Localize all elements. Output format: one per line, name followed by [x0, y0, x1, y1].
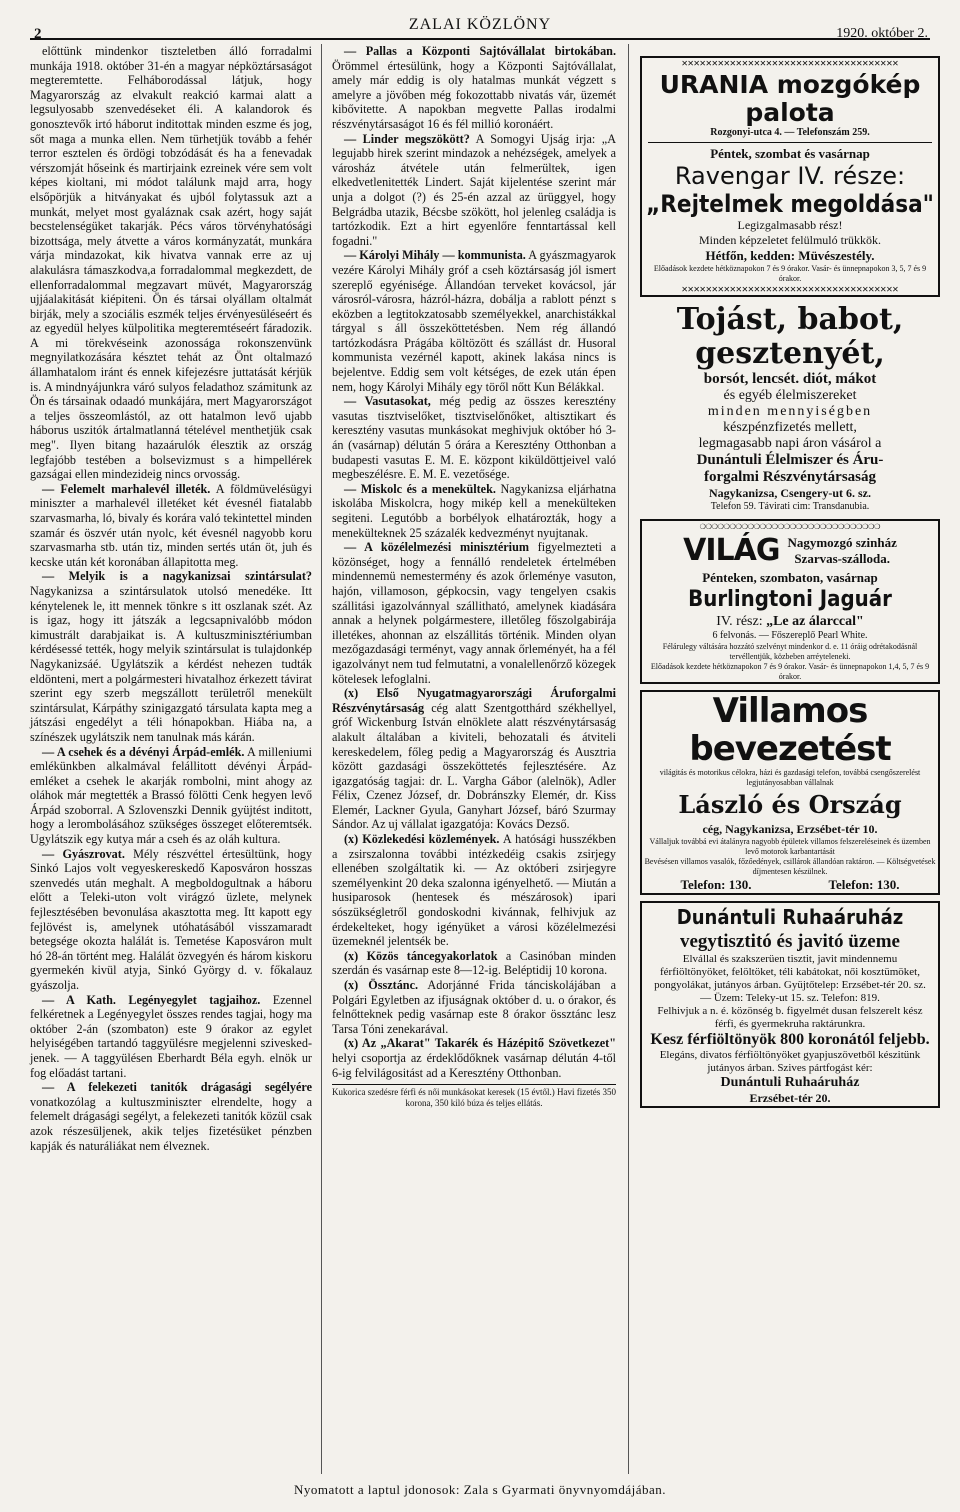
article-text: cég alatt Szentgotthárd székhellyel, gróf Wickenburg István elnöklete alatt részvénytársaság alakult általában a kiviteli, behozatali és átviteli kereskedelem, főleg pedig a Magyarország és Ausztria között gazdasági összeköttetés fejlesztésére. Az igazgatóság tagjai: dr. L. Vargha Gábor (alelnök), Adler Félix, Czenez József, dr. Dobránszky Elemér, dr. Kiss Elemér, Lackner Gyula, Ganyhart József, báró Szurmay Sándor. Az uj vállalat igazgatója: Kovács Dezső. — [332, 700, 616, 832]
urania-title: URANIA mozgókép palota — [659, 70, 921, 127]
article-heading: — Pallas a Központi Sajtóvállalat birtokában. — [344, 44, 616, 58]
page-footer: Nyomatott a laptul jdonosok: Zala s Gyarmati önyvnyomdájában. — [293, 1482, 667, 1497]
article-text: Nagykanizsa a szintársulatok utolsó menedéke. Itt kénytelenek le, itt mennek tönkre s itt oszlanak szét. Az is igaz, hogy itt játszák a legcsapnivalóbb módon kimustrált darabjaikat is. A kultuszminisztériumban kérdésessé tették, hogy melyik szintársulat is tulajdonkép Nagykanizsáé. Ugylátszik a kérdést nehezen tudták eldönteni, mert a polgármesteri hivatalhoz érkezett távirat szerint egy szerb megszállott területről menekült szintársulat, Kárpáthy szinigazgató társulata kapta meg a játszási engedélyt a téli hónapokban. Hiába na, a színészek ugylátszik nem tanulnak más kárán. — [30, 583, 312, 744]
tojast-line3: borsót, lencsét. diót, mákot — [703, 371, 877, 387]
urania-ad — [640, 56, 940, 297]
article-text: figyelmezteti a közönséget, hogy a fennálló rendeletek értelmében mindennemü nemestermény és azok őrleménye vasuton, hajón, villamoson, gépkocsin, vagy tengelyen csakis szállitási igazolvánnyal szállitható, amelynek kiadására annak a helynek polgármestere, illetőleg főszolgabirája illetékes, ahonnan az elszállitás történik. Minden olyan mezőgazdasági terményt, vagy annak őrleményét, ha a fél igazolványt nem tud felmutatni, a vonalellenőrző közegek kötelesek lefoglalni. — [332, 540, 616, 686]
article-text: Ezennel felkéretnek a Legényegylet összes rendes tagjai, hogy ma október 2-án (szombaton) este 9 órakor az egylet helyiségében tartandó taggyülésre megjelenni sziveskedjenek. — A taggyülésen Eberhardt Béla egyh. elnök ur fog előadást tartani. — [30, 992, 313, 1080]
tojast-line2: gesztenyét, — [695, 336, 885, 371]
article-paragraph — [30, 993, 312, 1081]
ruha-sign: Dunántuli Ruhaáruház — [720, 1075, 860, 1090]
tojast-line1: Tojást, babot, — [676, 302, 904, 337]
villamos-note: Vállaljuk továbbá evi átalányra nagyobb épületek villamos felszereléseinek és üzemben levő motorok karbantartását — [649, 837, 931, 856]
article-paragraph — [30, 745, 312, 847]
vilag-film: Burlingtoni — [688, 587, 813, 612]
tojast-line6: készpénzfizetés mellett, — [723, 420, 857, 435]
column-divider — [628, 44, 629, 1474]
urania-desc: Legizgalmasabb rész! — [737, 218, 843, 232]
column-2 — [332, 44, 616, 1109]
urania-address: Rozgonyi-utca 4. — Telefonszám 259. — [710, 127, 870, 138]
article-paragraph — [332, 949, 616, 978]
article-heading: (x) Első Nyugatmagyarországi Áruforgalmi Részvénytársaság — [332, 686, 616, 715]
villamos-ad — [640, 690, 940, 895]
vilag-logo: VILÁG — [683, 533, 780, 568]
article-text: vonatkozólag a kultuszminiszter elrendelte, hogy a felemelt drágasági segélyt, a felekezeti tanitók közül csak azok részesüljenek, akik teljes fizetésüket pénzben kapják és naturáliákat nem élveznek. — [30, 1094, 312, 1153]
article-paragraph — [332, 248, 616, 394]
urania-times: Előadások kezdete hétköznapokon 7 és 9 órakor. Vasár- és ünnepnapokon 3, 5, 7 és 9 órakor. — [653, 264, 927, 283]
article-heading: — A Kath. Legényegylet tagjaihoz. — [42, 992, 261, 1007]
ruha-title: Dunántuli Ruhaáruház — [676, 905, 904, 929]
urania-film-title: „Rejtelmek megoldása" — [646, 190, 934, 218]
villamos-company: László és Ország — [678, 790, 902, 819]
tojast-company2: forgalmi Részvénytársaság — [703, 469, 877, 485]
vilag-title: „Le az álarccal" — [766, 614, 864, 629]
villamos-phone: Telefon: 130. — [680, 877, 752, 892]
tojast-line4: és egyéb élelmiszereket — [723, 388, 857, 403]
urania-days2: Hétfőn, kedden: Müvészestély. — [705, 248, 875, 263]
villamos-title: Villamos bevezetést — [689, 691, 891, 769]
article-heading: (x) Közlekedési közlemények. — [344, 832, 500, 847]
article-paragraph — [332, 44, 616, 132]
tojast-phone: Telefon 59. Távirati cim: Transdanubia. — [710, 501, 870, 512]
article-heading: — A közélelmezési minisztérium — [344, 540, 529, 555]
article-paragraph — [332, 394, 616, 482]
ruha-ready: Kesz férfiöltönyök 800 koronától feljebb. — [650, 1031, 930, 1048]
article-text: helyi csoportja az érdeklődőknek vasárnap délután 4-től 6-ig felvilágositást ad a Keresztény Otthonban. — [332, 1050, 616, 1080]
article-heading: — Vasutasokat, — [344, 394, 431, 409]
article-text: Mély részvéttel értesültünk, hogy Sinkó Lajos volt vegyeskereskedő Kaposváron hosszas szenvedés után meghalt. A megboldogultnak a háboru előtt a Teleki-uton volt virágzó üzlete, melynek fejlesztésében bevonulása akasztotta meg. Itt kapott egy fejlövést is, amelynek utóhatásából visszamaradt betegsége okozta halálát is. Temetése Kaposváron mult hó 28-án történt meg. Halálát özvegyén és három kiskoru gyermekén kivül atyja, Sinkó György d. v. főkalauz gyászolja. — [30, 846, 312, 992]
article-heading: — Melyik is a nagykanizsai szintársulat? — [42, 569, 312, 584]
article-text: A gyászmagyarok vezére Károlyi Mihály gróf a cseh köztársaság jól ismert szereplő egyénisége. Állandóan terveket kovácsol, jár városról-városra, házról-házra, dobálja a rablott pénzt s eközben a legtitokzatosabb személyekkel, anarchistákkal tárgyal s áll összeköttetésben. Nem rég állandó tartózkodásra Prágába költözött és szállást dr. Husoral kommunista vezérnél kapott, akinek lakása nincs is bejelentve. Eddig sem volt kétséges, de ezek után épen nem, hogy Károlyi Mihály egy töről nőtt Kun Bélákkal. — [332, 248, 616, 394]
article-heading: (x) Az „Akarat" Takarék és Házépitő Szövetkezet" — [344, 1036, 616, 1051]
article-text: A hatósági husszékben a zsirszalonna további intézkedéig csakis zsirjegy ellenében szolgáltatik ki. — Az októberi zsirjegyre személyenkint 20 deka szalonna igényelhető. — Miután a husiparosok (hentesek és mészárosok) ipari sószükségletről gondoskodni kivánnak, felhivjuk az érdekelteket, hogy igényüket a városi közélelmezési üzemeknél jelentsék be. — [332, 832, 616, 949]
footnote-ad: Kukorica szedésre férfi és női munkásokat keresek (15 évtől.) Havi fizetés 350 korona, 350 kiló búza és teljes ellátás. — [332, 1084, 616, 1109]
article-text: Nagykanizsa eljárhatna iskolába Miskolcra, hogy mikép kell a menekülteken segiteni. Legutóbb a borbélyok elhatározták, hogy a menekülteknek 25 százalék kedvezményt nyujtanak. — [332, 481, 616, 540]
article-text: még pedig az összes keresztény vasutas tisztviselőket, tisztviselőnőket, altisztikart és keresztény vasutas munkásokat meghivjuk október hó 3-án (vasárnap) délután 5 órára a Keresztény Otthonban a budapesti vasutas E. M. E. központ kiküldöttjeivel való megbeszélésre. E. M. E. vezetősége. — [332, 394, 616, 482]
article-paragraph — [332, 686, 616, 832]
article-heading: (x) Közös táncegyakorlatok — [344, 948, 498, 963]
tojast-address: Nagykanizsa, Csengery-ut 6. sz. — [709, 486, 871, 500]
tojast-line5: minden mennyiségben — [707, 404, 873, 419]
ruha-tail: Elegáns, divatos férfiöltönyöket gyapjuszövetből készitünk jutányos árban. Szives pártfogást kér: — [659, 1049, 921, 1074]
tojast-line7: legmagasabb napi áron vásárol a — [698, 436, 882, 451]
article-paragraph — [30, 847, 312, 993]
article-text: Adorjánné Frida tánciskolájában a Polgári Egyletben az ifjuságnak október d. u. o órakor, és felnőtteknek pedig vasárnap este 8 órakor össztánc lesz Tarsa Tóni zenekarával. — [332, 978, 616, 1036]
masthead: ZALAI KÖZLÖNY — [408, 16, 552, 33]
article-paragraph — [30, 482, 312, 570]
tojast-ad — [640, 303, 940, 513]
article-heading: — Felemelt marhalevél illeték. — [42, 481, 211, 496]
villamos-note2: Bevésésen villamos vasalók, főzőedények, csillárok állandóan raktáron. — Költségvetések díjmentesen készülnek. — [644, 857, 936, 876]
article-paragraph — [332, 540, 616, 686]
villamos-phone2: Telefon: 130. — [828, 877, 900, 892]
article-heading: — Gyászrovat. — [42, 846, 125, 861]
urania-desc2: Minden képzeletet felülmuló trükkök. — [699, 233, 881, 247]
article-paragraph — [332, 482, 616, 540]
decorative-border: ✕✕✕✕✕✕✕✕✕✕✕✕✕✕✕✕✕✕✕✕✕✕✕✕✕✕✕✕✕✕✕✕✕✕✕✕ — [681, 284, 899, 295]
article-paragraph — [332, 132, 616, 249]
urania-days: Péntek, szombat és vasárnap — [710, 146, 870, 161]
page-number: 2 — [34, 26, 42, 42]
ruha-sub: vegytisztitó és javitó üzeme — [679, 931, 900, 952]
vilag-part: IV. rész: — [716, 614, 763, 629]
issue-date: 1920. október 2. — [836, 26, 928, 41]
tojast-company: Dunántuli Élelmiszer és Áru- — [696, 452, 884, 468]
page-header — [30, 12, 930, 40]
advertisement-column — [640, 56, 940, 1114]
article-text: A milleniumi emlékünkben alkalmával felállitott dévényi Árpád-emléket a csehek le akarják rombolni, mint ahogy az oláhok már megtették a Brassó fölötti Cenk hegyen levő Árpád szoborral. A Szlovenszki Dennik gyüjtést inditott, hogy a lerombolásához szükséges összeget előteremtsék. Ugylátszik egy kutya már a cseh és az oláh kultura. — [30, 744, 312, 847]
ruha-body: Elvállal és szakszerüen tisztit, javit mindennemu férfiöltönyöket, felöltöket, téli kabátokat, női kosztümöket, pongyolákat, jutányos árban. Gyüjtőtelep: Erzsébet-tér 20. sz. — Üzem: Teleky-ut 15. sz. Telefon: 819. — [654, 953, 926, 1004]
vilag-days: Pénteken, szombaton, vasárnap — [702, 570, 878, 585]
article-paragraph — [30, 569, 312, 744]
decorative-border: ✕✕✕✕✕✕✕✕✕✕✕✕✕✕✕✕✕✕✕✕✕✕✕✕✕✕✕✕✕✕✕✕✕✕✕✕ — [681, 58, 899, 69]
urania-film: Ravengar IV. része: — [674, 162, 906, 190]
villamos-address: cég, Nagykanizsa, Erzsébet-tér 10. — [702, 822, 878, 836]
ruha-sign2: Erzsébet-tér 20. — [749, 1091, 831, 1105]
article-heading: — Károlyi Mihály — kommunista. — [344, 248, 526, 263]
vilag-note: Félárulegy váltására hozzátó szelvényt mindenkor d. e. 11 óráig odrétakodásnál tervéllentjük, közbeben arréyteleneki. — [662, 642, 918, 661]
column-1 — [30, 44, 312, 1153]
vilag-ad — [640, 519, 940, 684]
ruha-call: Felhivjuk a n. é. közönség b. figyelmét dusan felszerelt kész férfi, és gyermekruha raktárunkra. — [657, 1005, 923, 1030]
vilag-name2: Szarvas-szálloda. — [794, 551, 891, 566]
article-paragraph — [332, 1036, 616, 1080]
article-paragraph — [332, 832, 616, 949]
article-heading: (x) Össztánc. — [344, 978, 419, 992]
article-paragraph — [30, 44, 312, 482]
column-divider — [321, 44, 322, 1474]
decorative-border: ❍❍❍❍❍❍❍❍❍❍❍❍❍❍❍❍❍❍❍❍❍❍❍❍❍❍❍❍❍❍ — [699, 521, 881, 532]
article-heading: — A felekezeti tanitók drágasági segélyére — [42, 1080, 312, 1095]
article-heading: — A csehek és a dévényi Árpád-emlék. — [42, 744, 245, 759]
article-heading: — Linder megszökött? — [344, 131, 470, 146]
article-text: Örömmel értesülünk, hogy a Központi Sajtóvállalat, amely már eddig is oly hatalmas munkát végzett s amelyre a jövőben még fokozottabb nivatás vár, üzemét kibővitette. A napokban megvette Pallas irodalmi részvénytársaságot 16 és fél millió koronáért. — [332, 58, 616, 131]
article-paragraph — [30, 1080, 312, 1153]
article-text: előttünk mindenkor tiszteletben álló forradalmi munkája 1918. október 31-én a magyar népköztársaságot megteremtette. Felháborodással látjuk, hogy Magyarország az elvakult reakció karmai alatt a legsulyosabb szenvedéseket éli. A kalandorok és gonosztevők irtó háborut inditottak minden eszme és jog, sőt maga a munka ellen. Nem türhetjük tovább a fehér terror esztelen és ördögi tobzódását és ha a fenevadak vérszomját hőseink és martirjaink ezreinek vére sem volt képes kioltani, mi módot találunk majd arra, hogy elsőpörjük a hitványakat és ujból folytassuk azt a munkát, melyet most gyaláznak csak azért, hogy saját becstelenségüket takarják. Pécs város törvényhatósági bizottsága, mely átvette a város kormányzatát, munkára várja mindazokat, kik hivatva vannak erre az uj alakulásra támaszkodva,a forradalommal megkezdett, de ellenforradalommal megzavart müvét, Magyarország ujjáalakitását kiépiteni. Ön és társai olyállam oltalmát birják, mely a szociális eszmék teljes érvényesüléseért és az egyedül helyes külpolitika megteremtéseért fáradozik. A mi törekvéseink azonossága rokonszenvünk megnyilatkozására késztet tehát az Önt oltalmazó államhatalom iránt és ennek kifejezésre juttatását kérjük is. A mindnyájunkra váró sulyos feladathoz számitunk az Ön és társainak odaadó munkájára, mert Magyarországot a teljes összeomlástól, az ott hatalmon levő ujabb háborus uszitók ártalmatlanná tételével menthetjük csak meg". Ilyen bitang hazaárulók élesztik az ország legfajóbb testében a bolsevizmust s a himpellérek gazságai ellen mindezideig nincs orvosság. — [30, 44, 312, 482]
article-text: A földmüvelésügyi miniszter a marhalevél illetéket két évesnél fiatalabb szarvasmarha, ló, bivaly és korára való tekintettel minden szamár és öszvér után nyolc, két évesnél nagyobb koru szarvasmarha stb. után tiz, minden sertés után öt, juh és kecske után két koronában állapitotta meg. — [30, 481, 312, 569]
vilag-acts: 6 felvonás. — Főszereplő Pearl White. — [712, 630, 868, 641]
vilag-film2: Jaguár — [819, 587, 892, 612]
article-text: a Casinóban minden szerdán és vasárnap este 8—12-ig. Beléptidij 10 korona. — [332, 948, 616, 978]
article-heading: — Miskolc és a menekültek. — [344, 481, 496, 496]
vilag-times: Előadások kezdete hétköznapokon 7 és 9 órakor. Vasár- és ünnepnapokon 1,4, 5, 7 és 9 órakor. — [650, 662, 930, 681]
villamos-desc: világitás és motorikus célokra, házi és gazdasági telefon, továbbá csengőszerelést legjutányosabban vállalnak — [659, 768, 921, 787]
article-text: A Somogyi Ujság irja: „A legujabb hirek szerint mindazok a nehézségek, amelyek a városház átvétele után felmerültek, igen elkedvetlenitették Lindert. Saját kijelentése szerint már unja a dolgot (?) és 25-én azzal az ürüggyel, hogy Belgrádba utazik, Bécsbe szökött, hol jelenleg családja is tartózkodik. Ezt a hirt egyenlőre fenntartással kell fogadni." — [332, 131, 617, 248]
article-paragraph — [332, 978, 616, 1036]
vilag-name: Nagymozgó szinház — [787, 535, 897, 550]
ruha-ad — [640, 901, 940, 1108]
